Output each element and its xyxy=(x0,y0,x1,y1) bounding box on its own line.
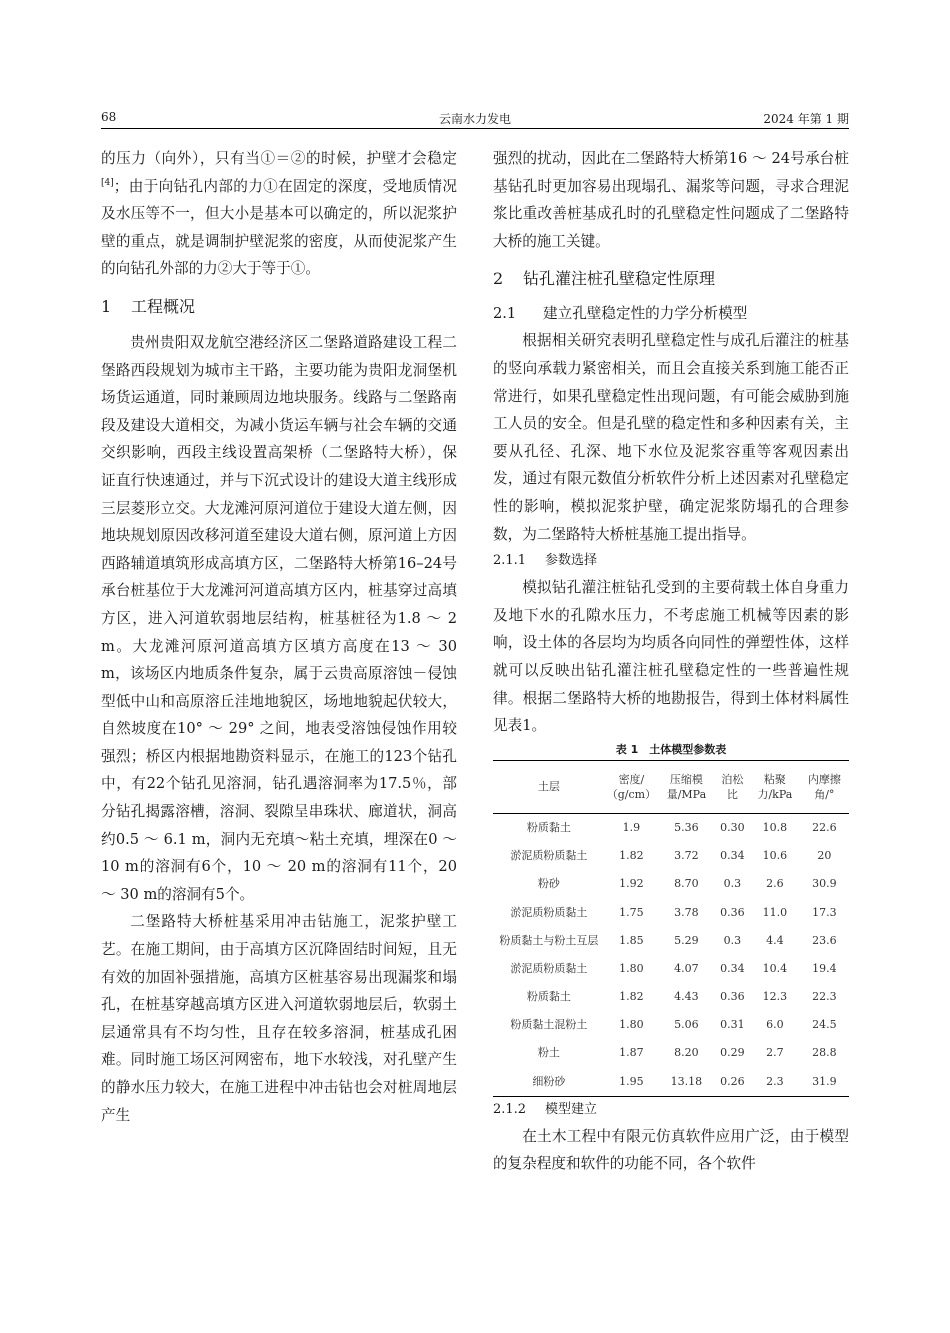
table-cell: 1.82 xyxy=(619,990,644,1004)
running-header xyxy=(101,106,849,129)
header-friction-angle: 内摩擦角/° xyxy=(807,772,841,801)
cell-soil-layer: 粉质黏土 xyxy=(526,820,571,834)
table-cell: 0.30 xyxy=(720,820,745,834)
section-title: 工程概况 xyxy=(131,296,196,316)
table-cell: 2.7 xyxy=(766,1046,784,1060)
table-cell: 1.75 xyxy=(619,905,644,919)
table-cell: 1.80 xyxy=(619,1018,644,1032)
table-cell: 10.4 xyxy=(762,961,788,975)
soil-parameter-table xyxy=(493,760,849,1097)
section-heading-2 xyxy=(493,267,849,291)
table-cell: 0.31 xyxy=(720,1018,745,1032)
table-header-row xyxy=(493,760,849,813)
cell-soil-layer: 淤泥质粉质黏土 xyxy=(510,905,588,919)
subsubsection-number: 2.1.1 xyxy=(493,553,527,569)
table-cell: 0.36 xyxy=(720,905,745,919)
left-column xyxy=(101,145,457,1129)
table-cell: 20 xyxy=(817,849,832,863)
cell-soil-layer: 粉质黏土 xyxy=(526,990,571,1004)
table-cell: 22.6 xyxy=(812,820,837,834)
table-cell: 8.20 xyxy=(674,1046,699,1060)
journal-name: 云南水力发电 xyxy=(438,112,511,126)
subsubsection-heading-2-1-1 xyxy=(493,548,849,574)
table-cell: 0.26 xyxy=(720,1074,745,1088)
paragraph-mechanics-model: 根据相关研究表明孔壁稳定性与成孔后灌注的桩基的竖向承载力紧密相关，而且会直接关系到施工能否正常进行，如果孔壁稳定性出现问题，有可能会威胁到施工人员的安全。但是孔壁的稳定性和多种因素有关，主要从孔径、孔深、地下水位及泥浆容重等客观因素出发，通过有限元数值分析软件分析上述因素对孔壁稳定性的影响，模拟泥浆护壁，确定泥浆防塌孔的合理参数，为二堡路特大桥桩基施工提出指导。 xyxy=(493,332,849,543)
cell-soil-layer: 粉砂 xyxy=(537,877,560,891)
table-cell: 3.78 xyxy=(674,905,699,919)
table-cell: 17.3 xyxy=(812,905,837,919)
issue-label: 2024 年第 1 期 xyxy=(763,112,849,126)
table-cell: 5.29 xyxy=(674,933,699,947)
table-cell: 0.3 xyxy=(723,877,742,891)
table-cell: 1.9 xyxy=(622,820,641,834)
table-cell: 0.34 xyxy=(720,849,745,863)
table-cell: 10.6 xyxy=(762,849,788,863)
table-cell: 1.80 xyxy=(619,961,644,975)
table-row xyxy=(493,1039,849,1067)
paragraph-intro-continued xyxy=(101,145,457,283)
table-cell: 0.34 xyxy=(720,961,745,975)
section-number: 1 xyxy=(101,296,112,316)
paragraph-continued: 强烈的扰动，因此在二堡路特大桥第16 ～ 24号承台桩基钻孔时更加容易出现塌孔、漏浆等问题，寻求合理泥浆比重改善桩基成孔时的孔壁稳定性问题成了二堡路特大桥的施工关键。 xyxy=(493,150,849,250)
header-poisson-ratio: 泊松比 xyxy=(721,772,744,801)
cell-soil-layer: 淤泥质粉质黏土 xyxy=(510,961,588,975)
table-cell: 1.92 xyxy=(619,877,644,891)
subsubsection-number: 2.1.2 xyxy=(493,1101,527,1117)
subsubsection-title: 模型建立 xyxy=(545,1101,598,1117)
table-cell: 0.3 xyxy=(723,933,742,947)
table-cell: 0.29 xyxy=(720,1046,745,1060)
table-row xyxy=(493,955,849,983)
table-row xyxy=(493,1011,849,1039)
table-cell: 24.5 xyxy=(812,1018,837,1032)
paragraph-construction: 二堡路特大桥桩基采用冲击钻施工，泥浆护壁工艺。在施工期间，由于高填方区沉降固结时间短，且无有效的加固补强措施，高填方区桩基容易出现漏浆和塌孔，在桩基穿越高填方区进入河道软弱地层后，软弱土层通常具有不均匀性，且存在较多溶洞，桩基成孔困难。同时施工场区河网密布，地下水较浅，对孔壁产生的静水压力较大，在施工进程中冲击钻也会对桩周地层产生 xyxy=(101,913,457,1124)
table-cell: 28.8 xyxy=(812,1046,837,1060)
table-cell: 3.72 xyxy=(674,849,699,863)
cell-soil-layer: 淤泥质粉质黏土 xyxy=(510,849,588,863)
table-row xyxy=(493,813,849,842)
table-cell: 19.4 xyxy=(812,961,837,975)
cell-soil-layer: 粉质黏土与粉土互层 xyxy=(499,933,599,947)
table-cell: 2.3 xyxy=(766,1074,784,1088)
table-row xyxy=(493,983,849,1011)
subsubsection-heading-2-1-2 xyxy=(493,1097,849,1123)
table-cell: 12.3 xyxy=(762,990,788,1004)
intro-text-b: ；由于向钻孔内部的力①在固定的深度，受地质情况及水压等不一，但大小是基本可以确定的，所以泥浆护壁的重点，就是调制护壁泥浆的密度，从而使泥浆产生的向钻孔外部的力②大于等于①。 xyxy=(101,177,457,278)
table-row xyxy=(493,1067,849,1096)
table-row xyxy=(493,842,849,870)
table-cell: 23.6 xyxy=(812,933,837,947)
table-cell: 2.6 xyxy=(766,877,784,891)
table-cell: 4.4 xyxy=(766,933,784,947)
subsection-heading-2-1 xyxy=(493,301,849,327)
section-number: 2 xyxy=(493,269,504,289)
subsection-number: 2.1 xyxy=(493,305,517,323)
table-row xyxy=(493,926,849,954)
table-cell: 0.36 xyxy=(720,990,745,1004)
subsection-title: 建立孔壁稳定性的力学分析模型 xyxy=(543,305,748,323)
paragraph-model-building: 在土木工程中有限元仿真软件应用广泛，由于模型的复杂程度和软件的功能不同，各个软件 xyxy=(493,1127,849,1173)
table-cell: 4.07 xyxy=(674,961,699,975)
table-body xyxy=(493,813,849,1096)
header-cohesion: 粘聚力/kPa xyxy=(757,772,793,801)
table-cell: 4.43 xyxy=(674,990,699,1004)
table-cell: 5.06 xyxy=(674,1018,699,1032)
table-caption: 表 1 土体模型参数表 xyxy=(615,742,727,756)
table-cell: 10.8 xyxy=(762,820,788,834)
table-cell: 6.0 xyxy=(766,1018,784,1032)
table-cell: 5.36 xyxy=(674,820,699,834)
section-heading-1 xyxy=(101,295,457,319)
table-cell: 1.85 xyxy=(619,933,644,947)
cell-soil-layer: 粉质黏土混粉土 xyxy=(510,1018,588,1032)
header-compression-modulus: 压缩模量/MPa xyxy=(666,772,707,801)
section-title: 钻孔灌注桩孔壁稳定性原理 xyxy=(523,269,716,289)
citation-ref[interactable]: [4] xyxy=(101,177,114,188)
table-cell: 1.95 xyxy=(619,1074,644,1088)
table-cell: 8.70 xyxy=(674,877,699,891)
right-column xyxy=(493,145,849,1178)
table-cell: 13.18 xyxy=(670,1074,703,1088)
table-row xyxy=(493,898,849,926)
table-cell: 11.0 xyxy=(762,905,788,919)
cell-soil-layer: 粉土 xyxy=(537,1046,560,1060)
table-cell: 1.82 xyxy=(619,849,644,863)
table-cell: 30.9 xyxy=(812,877,837,891)
paragraph-parameter-selection: 模拟钻孔灌注桩钻孔受到的主要荷载土体自身重力及地下水的孔隙水压力，不考虑施工机械等因素的影响，设土体的各层均为均质各向同性的弹塑性体，这样就可以反映出钻孔灌注桩孔壁稳定性的一些普遍性规律。根据二堡路特大桥的地勘报告，得到土体材料属性见表1。 xyxy=(493,579,849,735)
intro-text-a: 的压力（向外），只有当①＝②的时候，护壁才会稳定 xyxy=(101,150,457,167)
table-row xyxy=(493,870,849,898)
paragraph-project-overview: 贵州贵阳双龙航空港经济区二堡路道路建设工程二堡路西段规划为城市主干路，主要功能为贵阳龙洞堡机场货运通道，同时兼顾周边地块服务。线路与二堡路南段及建设大道相交，为减小货运车辆与社会车辆的交通交织影响，西段主线设置高架桥（二堡路特大桥），保证直行快速通过，并与下沉式设计的建设大道主线形成三层菱形立交。大龙滩河原河道位于建设大道左侧，因地块规划原因改移河道至建设大道右侧，原河道上方因西路辅道填筑形成高填方区，二堡路特大桥第16–24号承台桩基位于大龙滩河河道高填方区内，桩基穿过高填方区，进入河道软弱地层结构，桩基桩径为1.8 ～ 2 m。大龙滩河原河道高填方区填方高度在13 ～ 30 m，该场区内地质条件复杂，属于云贵高原溶蚀－侵蚀型低中山和高原溶丘洼地地貌区，场地地貌起伏较大，自然坡度在10° ～ 29° 之间，地表受溶蚀侵蚀作用较强烈；桥区内根据地勘资料显示，在施工的123个钻孔中，有22个钻孔见溶洞，钻孔遇溶洞率为17.5％，部分钻孔揭露溶槽，溶洞、裂隙呈串珠状、廊道状，洞高约0.5 ～ 6.1 m，洞内无充填～粘土充填，埋深在0 ～ 10 m的溶洞有6个，10 ～ 20 m的溶洞有11个，20 ～ 30 m的溶洞有5个。 xyxy=(101,333,457,903)
page-number: 68 xyxy=(101,110,117,124)
subsubsection-title: 参数选择 xyxy=(545,553,598,569)
header-soil-layer: 土层 xyxy=(537,780,560,794)
cell-soil-layer: 细粉砂 xyxy=(532,1074,566,1088)
table-cell: 22.3 xyxy=(812,990,837,1004)
header-density: 密度/（g/cm） xyxy=(606,772,657,801)
table-cell: 31.9 xyxy=(812,1074,837,1088)
table-cell: 1.87 xyxy=(619,1046,644,1060)
